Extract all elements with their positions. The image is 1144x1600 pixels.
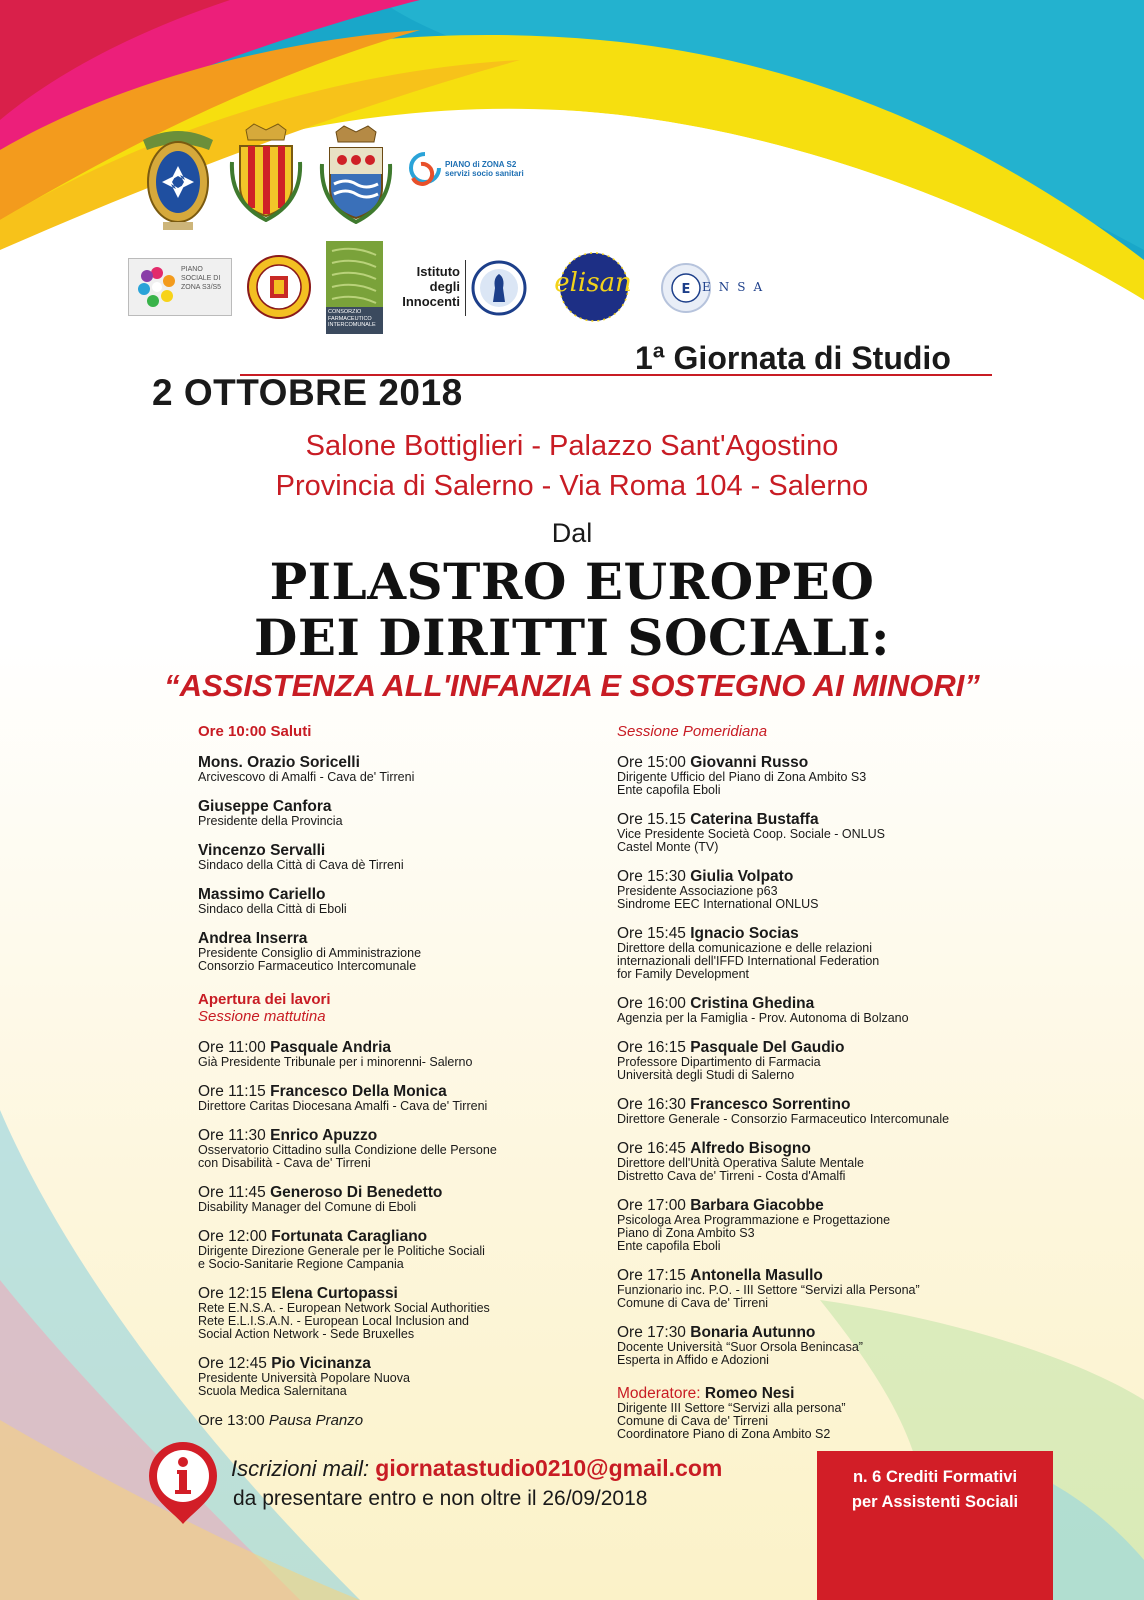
consorzio-text: CONSORZIO FARMACEUTICO INTERCOMUNALE [326, 307, 383, 334]
entry-role: Ente capofila Eboli [617, 783, 721, 797]
program-right-column [617, 723, 1027, 1441]
entry-role: Social Action Network - Sede Bruxelles [198, 1327, 415, 1341]
entry-role: Professore Dipartimento di Farmacia [617, 1055, 821, 1069]
entry-role: Agenzia per la Famiglia - Prov. Autonoma di Bolzano [617, 1011, 909, 1025]
iscrizioni-label: Iscrizioni mail: [231, 1456, 370, 1481]
entry-speaker: Barbara Giacobbe [690, 1197, 824, 1214]
entry-speaker: Pasquale Del Gaudio [690, 1039, 845, 1056]
entry-speaker: Francesco Sorrentino [690, 1096, 851, 1113]
istituto-text: Istituto degli Innocenti [402, 264, 460, 309]
entry-time: Ore 15:30 [617, 868, 686, 885]
entry-role: Direttore dell'Unità Operativa Salute Mentale [617, 1156, 864, 1170]
entry-role: Presidente Consiglio di Amministrazione [198, 946, 422, 960]
program-entry [617, 995, 1027, 1025]
program-entry [198, 1184, 578, 1214]
program-entry [617, 811, 1027, 854]
program-entry [617, 1096, 1027, 1126]
moderatore-entry [617, 1385, 1027, 1441]
entry-time: Ore 15.15 [617, 811, 686, 828]
entry-role: e Socio-Sanitarie Regione Campania [198, 1257, 404, 1271]
program-left-column [198, 723, 578, 1429]
moderatore-label: Moderatore: [617, 1385, 701, 1402]
entry-time: Ore 11:45 [198, 1184, 266, 1201]
entry-time: Ore 12:45 [198, 1355, 267, 1372]
entry-role: Sindaco della Città di Eboli [198, 902, 347, 916]
entry-role: Ente capofila Eboli [617, 1239, 721, 1253]
program-entry [617, 1197, 1027, 1253]
piano-sociale-di-zona-logo [128, 258, 232, 316]
entry-role: Rete E.L.I.S.A.N. - European Local Inclusion and [198, 1314, 469, 1328]
piano-di-zona-s2-logo [405, 150, 530, 200]
elisan-text: elisan [554, 268, 632, 298]
program-entry [198, 1039, 578, 1069]
apertura-heading: Apertura dei lavori [198, 991, 331, 1008]
program-entry [617, 868, 1027, 911]
program-entry [617, 1267, 1027, 1310]
saluti-list [198, 754, 578, 973]
entry-role: Esperta in Affido e Adozioni [617, 1353, 769, 1367]
entry-role: Disability Manager del Comune di Eboli [198, 1200, 417, 1214]
saluti-heading: Ore 10:00 Saluti [198, 723, 312, 740]
program-entry [198, 1127, 578, 1170]
entry-role: Direttore Generale - Consorzio Farmaceutico Intercomunale [617, 1112, 950, 1126]
entry-speaker: Alfredo Bisogno [690, 1140, 811, 1157]
entry-speaker: Enrico Apuzzo [270, 1127, 378, 1144]
program-entry [617, 1039, 1027, 1082]
entry-time: Ore 12:00 [198, 1228, 267, 1245]
entry-role: Castel Monte (TV) [617, 840, 719, 854]
consorzio-farmaceutico-logo [326, 241, 383, 334]
entry-role: Osservatorio Cittadino sulla Condizione delle Persone [198, 1143, 497, 1157]
entry-role: Sindaco della Città di Cava dè Tirreni [198, 858, 404, 872]
entry-role: Già Presidente Tribunale per i minorenni- Salerno [198, 1055, 473, 1069]
entry-role: Arcivescovo di Amalfi - Cava de' Tirreni [198, 770, 415, 784]
entry-speaker: Giulia Volpato [690, 868, 794, 885]
entry-role: Scuola Medica Salernitana [198, 1384, 347, 1398]
entry-time: Ore 11:15 [198, 1083, 266, 1100]
program-entry [198, 1228, 578, 1271]
registration-email[interactable]: giornatastudio0210@gmail.com [375, 1455, 723, 1481]
entry-speaker: Ignacio Socias [690, 925, 799, 942]
registration-deadline: da presentare entro e non oltre il 26/09/2018 [233, 1487, 648, 1510]
venue-line-2: Provincia di Salerno - Via Roma 104 - Salerno [275, 470, 869, 502]
entry-time: Ore 15:00 [617, 754, 686, 771]
moderatore-desc-1: Dirigente III Settore “Servizi alla persona” [617, 1401, 846, 1415]
entry-role: Università degli Studi di Salerno [617, 1068, 795, 1082]
ensa-text: ENSA [702, 280, 771, 294]
entry-role: Sindrome EEC International ONLUS [617, 897, 819, 911]
entry-role: Dirigente Ufficio del Piano di Zona Ambito S3 [617, 770, 867, 784]
entry-speaker: Elena Curtopassi [271, 1285, 398, 1302]
entry-role: Direttore della comunicazione e delle relazioni [617, 941, 872, 955]
coat-of-arms-eboli [316, 124, 396, 224]
entry-speaker: Vincenzo Servalli [198, 842, 326, 859]
entry-speaker: Francesco Della Monica [270, 1083, 447, 1100]
entry-role: Piano di Zona Ambito S3 [617, 1226, 755, 1240]
venue-line-1: Salone Bottiglieri - Palazzo Sant'Agostino [305, 430, 839, 462]
program-entry [617, 1324, 1027, 1367]
pomeridiana-heading: Sessione Pomeridiana [617, 723, 768, 740]
entry-role: Docente Università “Suor Orsola Benincasa” [617, 1340, 863, 1354]
universita-popolare-seal [246, 254, 312, 320]
event-date: 2 OTTOBRE 2018 [152, 372, 463, 413]
entry-speaker: Giovanni Russo [690, 754, 809, 771]
entry-time: Ore 17:00 [617, 1197, 686, 1214]
main-title-line-2: DEI DIRITTI SOCIALI: [253, 608, 891, 667]
program-entry [198, 1355, 578, 1398]
pomeridiana-list [617, 754, 1027, 1367]
lunch-label: Pausa Pranzo [268, 1412, 364, 1429]
entry-time: Ore 16:30 [617, 1096, 686, 1113]
entry-speaker: Generoso Di Benedetto [270, 1184, 443, 1201]
svg-text:E: E [681, 282, 691, 297]
credits-line-2: per Assistenti Sociali [851, 1493, 1019, 1511]
entry-time: Ore 16:00 [617, 995, 686, 1012]
entry-speaker: Pasquale Andria [270, 1039, 391, 1056]
program-entry [198, 930, 578, 973]
istituto-innocenti-logo [392, 256, 527, 318]
entry-time: Ore 16:15 [617, 1039, 686, 1056]
program-entry [198, 1285, 578, 1341]
entry-time: Ore 11:00 [198, 1039, 266, 1056]
entry-role: Consorzio Farmaceutico Intercomunale [198, 959, 417, 973]
program-entry [617, 1140, 1027, 1183]
entry-role: Presidente Università Popolare Nuova [198, 1371, 410, 1385]
moderatore-desc-3: Coordinatore Piano di Zona Ambito S2 [617, 1427, 831, 1441]
entry-speaker: Giuseppe Canfora [198, 798, 332, 815]
credits-badge [817, 1451, 1053, 1600]
entry-speaker: Caterina Bustaffa [690, 811, 819, 828]
entry-speaker: Massimo Cariello [198, 886, 326, 903]
main-title-line-1: PILASTRO EUROPEO [269, 552, 875, 611]
program-entry [198, 754, 578, 784]
coat-of-arms-cava [226, 122, 306, 222]
entry-time: Ore 16:45 [617, 1140, 686, 1157]
entry-time: Ore 17:30 [617, 1324, 686, 1341]
entry-speaker: Andrea Inserra [198, 930, 308, 947]
entry-speaker: Antonella Masullo [690, 1267, 823, 1284]
entry-speaker: Fortunata Caragliano [271, 1228, 428, 1245]
dal-label: Dal [551, 518, 593, 548]
lunch-time: Ore 13:00 [198, 1412, 265, 1429]
entry-role: Rete E.N.S.A. - European Network Social Authorities [198, 1301, 490, 1315]
coat-of-arms-amalfi [133, 122, 223, 232]
piano-sociale-text: PIANO SOCIALE DI ZONA S3/S5 [181, 266, 222, 291]
program-entry [617, 754, 1027, 797]
entry-role: Direttore Caritas Diocesana Amalfi - Cava de' Tirreni [198, 1099, 488, 1113]
entry-speaker: Mons. Orazio Soricelli [198, 754, 360, 771]
entry-role: Presidente della Provincia [198, 814, 343, 828]
entry-role: for Family Development [617, 967, 749, 981]
entry-role: Funzionario inc. P.O. - III Settore “Servizi alla Persona” [617, 1283, 920, 1297]
program-entry [617, 925, 1027, 981]
lunch-entry [198, 1412, 578, 1429]
entry-role: Dirigente Direzione Generale per le Politiche Sociali [198, 1244, 485, 1258]
elisan-logo [540, 252, 646, 322]
entry-time: Ore 17:15 [617, 1267, 686, 1284]
giornata-title: 1ª Giornata di Studio [635, 340, 951, 376]
subtitle: “ASSISTENZA ALL'INFANZIA E SOSTEGNO AI MINORI” [164, 668, 980, 703]
credits-line-1: n. 6 Crediti Formativi [852, 1468, 1018, 1486]
entry-time: Ore 12:15 [198, 1285, 267, 1302]
mattutina-heading: Sessione mattutina [198, 1008, 326, 1025]
program-entry [198, 842, 578, 872]
entry-role: Distretto Cava de' Tirreni - Costa d'Amalfi [617, 1169, 846, 1183]
entry-role: con Disabilità - Cava de' Tirreni [198, 1156, 371, 1170]
moderatore-desc-2: Comune di Cava de' Tirreni [617, 1414, 769, 1428]
entry-speaker: Pio Vicinanza [271, 1355, 371, 1372]
program-entry [198, 886, 578, 916]
mattutina-list [198, 1039, 578, 1398]
entry-speaker: Cristina Ghedina [690, 995, 815, 1012]
entry-role: Psicologa Area Programmazione e Progettazione [617, 1213, 891, 1227]
entry-role: Presidente Associazione p63 [617, 884, 778, 898]
info-icon [145, 1440, 221, 1526]
iscrizioni-line [231, 1455, 722, 1482]
program-entry [198, 798, 578, 828]
piano-di-zona-s2-text: PIANO di ZONA S2 servizi socio sanitari [445, 160, 524, 178]
entry-speaker: Bonaria Autunno [690, 1324, 816, 1341]
entry-role: Comune di Cava de' Tirreni [617, 1296, 769, 1310]
entry-role: internazionali dell'IFFD International Federation [617, 954, 880, 968]
entry-time: Ore 11:30 [198, 1127, 266, 1144]
ensa-logo [660, 262, 770, 314]
entry-time: Ore 15:45 [617, 925, 686, 942]
moderatore-name: Romeo Nesi [704, 1385, 795, 1402]
entry-role: Vice Presidente Società Coop. Sociale - ONLUS [617, 827, 885, 841]
program-entry [198, 1083, 578, 1113]
